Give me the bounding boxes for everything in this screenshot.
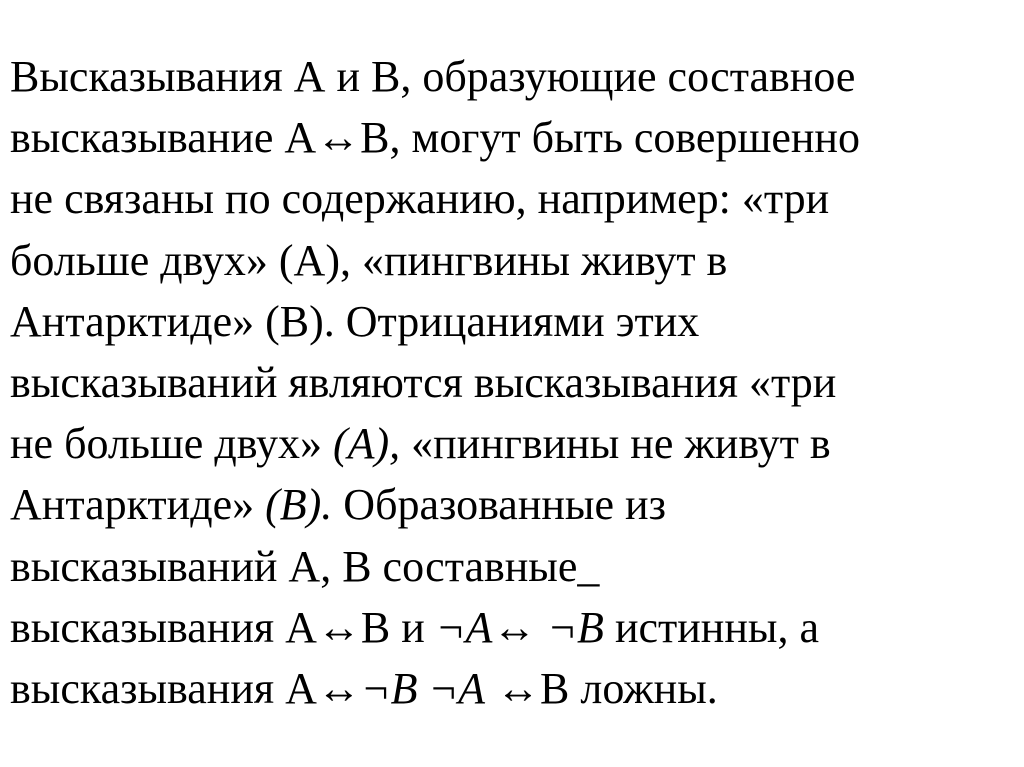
text-segment: высказываний А, В составные_	[10, 541, 600, 591]
text-line	[10, 597, 1015, 658]
text-line	[10, 474, 1015, 535]
italic-text-segment: ¬B	[547, 602, 604, 652]
text-line	[10, 658, 1015, 719]
text-segment: Образованные из	[332, 480, 666, 530]
italic-text-segment: ¬A	[435, 602, 493, 652]
text-segment: не связаны по содержанию, например: «три	[10, 174, 830, 224]
text-segment: высказывания А↔В и	[10, 602, 436, 652]
text-line	[10, 46, 1015, 107]
text-line	[10, 413, 1015, 474]
text-segment	[417, 664, 428, 713]
italic-text-segment: (B).	[265, 480, 333, 530]
text-segment: «пингвины не живут в	[400, 419, 831, 469]
text-segment: не больше двух»	[10, 419, 333, 469]
text-line	[10, 352, 1015, 413]
text-segment: Антарктиде» (В). Отрицаниями этих	[10, 296, 700, 346]
text-segment: ↔	[492, 602, 548, 652]
text-line	[10, 230, 1015, 291]
text-line	[10, 291, 1015, 352]
text-line	[10, 107, 1015, 168]
italic-text-segment: (A),	[332, 419, 401, 469]
text-segment: высказывания А↔	[10, 663, 361, 713]
body-text	[10, 46, 1015, 719]
italic-text-segment: ¬B	[360, 663, 418, 713]
text-segment: высказывание А↔В, могут быть совершенно	[10, 113, 860, 163]
text-segment: Высказывания А и В, образующие составное	[10, 52, 856, 101]
text-segment: истинны, а	[603, 602, 819, 652]
text-segment: ↔В ложны.	[485, 663, 718, 713]
text-segment: высказываний являются высказывания «три	[10, 357, 837, 407]
text-segment: Антарктиде»	[10, 480, 266, 530]
text-line	[10, 536, 1015, 597]
text-segment: больше двух» (А), «пингвины живут в	[10, 235, 728, 285]
italic-text-segment: ¬A	[428, 663, 486, 713]
text-line	[10, 168, 1015, 229]
